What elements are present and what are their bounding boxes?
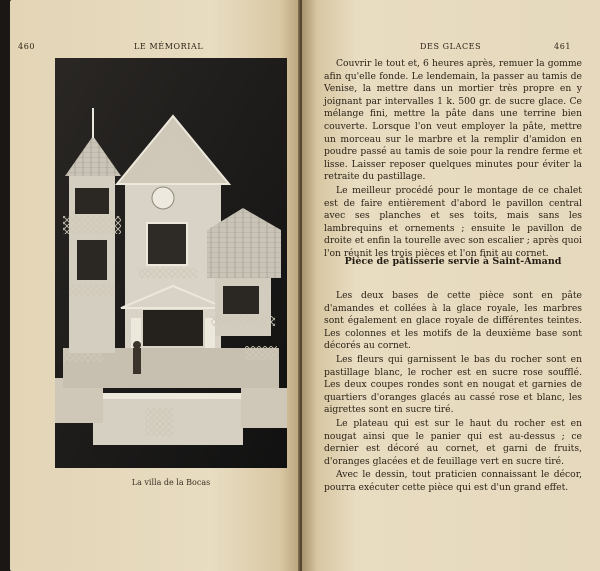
- left-page: [10, 0, 300, 571]
- right-page: [302, 0, 600, 571]
- paragraph: Les deux bases de cette pièce sont en pâte d'amandes et collées à la glace royale, les marbres sont également en glace royale de différentes teintes. Les colonnes et les motifs de la deuxième base sont décorés au cornet.: [324, 290, 582, 352]
- paragraph: Les fleurs qui garnissent le bas du rocher sont en pastillage blanc, le rocher est en sucre rose soufflé. Les deux coupes rondes sont en nougat et garnies de quartiers d'oranges glacés au cassé rose et blanc, les aigrettes sont en sucre tiré.: [324, 353, 582, 416]
- paragraph: Couvrir le tout et, 6 heures après, remuer la gomme afin qu'elle fonde. Le lendemain, la passer au tamis de Venise, la mettre dans un mortier très propre en y joignant par intervalles 1 k. 500 gr. de sucre glace. Ce mélange fini, mettre la pâte dans une terrine bien couverte. Lorsque l'on veut employer la pâte, mettre un morceau sur le marbre et la remplir d'amidon en poudre passé au tamis de soie pour la rendre ferme et lisse. Laisser reposer quelques minutes pour éviter la retraite du pastillage.: [324, 58, 582, 183]
- paragraph: Avec le dessin, tout praticien connaissant le décor, pourra exécuter cette pièce qui est d'un grand effet.: [324, 469, 582, 493]
- page-number: 461: [554, 42, 572, 51]
- left-page-header: [10, 42, 300, 56]
- photo-caption: La villa de la Bocas: [131, 478, 211, 487]
- recipe-text-bottom: [324, 290, 582, 496]
- chalet-photograph: [55, 58, 287, 468]
- section-title: Pièce de pâtisserie servie à Saint-Amand: [344, 256, 562, 267]
- chalet-illustration: [55, 58, 287, 468]
- running-head: DES GLACES: [420, 42, 482, 51]
- running-head: LE MÉMORIAL: [134, 42, 204, 51]
- open-book: [10, 0, 600, 571]
- recipe-text-top: [324, 58, 582, 262]
- paragraph: Le meilleur procédé pour le montage de ce chalet est de faire entièrement d'abord le pavillon central avec ses planches et ses toits, mais sans les lambrequins et ornements ; ensuite le pavillon de droite et enfin la tourelle avec son escalier ; après quoi l'on réunit les trois pièces et l'on finit au cornet.: [324, 184, 582, 259]
- paragraph: Le plateau qui est sur le haut du rocher est en nougat ainsi que le panier qui est au-dessus ; ce dernier est décoré au cornet, et garni de fruits, d'oranges glacées et de feuillage vert en sucre tiré.: [324, 417, 582, 467]
- page-number: 460: [18, 42, 36, 51]
- right-page-header: [302, 42, 600, 56]
